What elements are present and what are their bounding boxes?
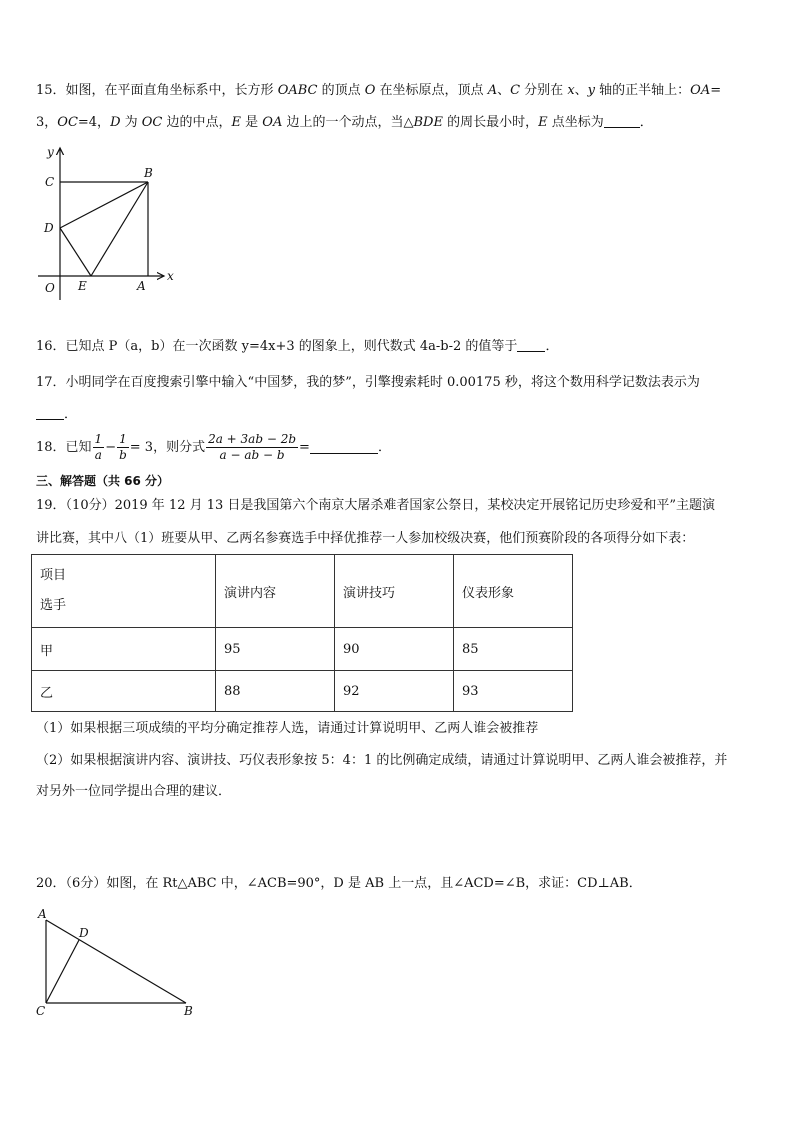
- q19-line1: 19．（10分）2019 年 12 月 13 日是我国第六个南京大屠杀难者国家公祭日，某校决定开展铭记历史珍爱和平”主题演: [36, 498, 716, 513]
- table-cell: 92: [335, 671, 454, 712]
- q18-fraction-2: $\frac{1}{b}$: [119, 432, 127, 462]
- section-heading: 三、解答题（共 66 分）: [36, 474, 170, 488]
- table-cell: 88: [216, 671, 335, 712]
- label-a: A: [38, 907, 47, 921]
- segment-bd: [60, 182, 148, 228]
- q18: 18．已知 $\frac{1}{a}$ − $\frac{1}{b}$ = 3，则分式 $\frac{2a + 3ab - 2b}{a - ab - b}$ = ．: [36, 432, 391, 462]
- segment-eb: [91, 182, 148, 276]
- segment-de: [60, 228, 91, 276]
- label-x: x: [167, 269, 174, 283]
- label-b: B: [144, 166, 153, 180]
- q19-line2: 讲比赛，其中八（1）班要从甲、乙两名参赛选手中择优推荐一人参加校级决赛，他们预赛阶段的各项得分如下表：: [36, 531, 695, 546]
- side-ab: [46, 920, 186, 1003]
- label-d: D: [44, 221, 54, 235]
- table-cell: 95: [216, 628, 335, 671]
- label-c: C: [45, 175, 55, 189]
- label-e: E: [78, 279, 87, 293]
- table-row: [32, 628, 573, 671]
- q18-fraction-3: $\frac{2a + 3ab - 2b}{a - ab - b}$: [208, 432, 297, 462]
- row-name: 甲: [32, 628, 216, 671]
- q17-answer-blank[interactable]: [36, 406, 64, 420]
- q15-figure: [36, 140, 186, 300]
- label-a: A: [137, 279, 146, 293]
- table-row: [32, 671, 573, 712]
- segment-cd: [46, 940, 79, 1003]
- q16: 16．已知点 P（a，b）在一次函数 y=4x+3 的图象上，则代数式 4a-b-2 的值等于 ．: [36, 339, 559, 354]
- q15-line2: 3，OC=4，D 为 OC 边的中点，E 是 OA 边上的一个动点，当△BDE 的周长最小时，E 点坐标为 ．: [36, 115, 653, 130]
- label-y: y: [47, 145, 54, 159]
- table-cell: 93: [454, 671, 573, 712]
- q20: 20．（6分）如图，在 Rt△ABC 中，∠ACB=90°，D 是 AB 上一点，且∠ACD=∠B，求证：CD⊥AB．: [36, 876, 642, 891]
- label-b: B: [184, 1004, 193, 1016]
- label-o: O: [45, 281, 55, 295]
- label-c: C: [36, 1004, 46, 1016]
- q16-answer-blank[interactable]: [517, 338, 545, 352]
- column-header: 演讲技巧: [335, 555, 454, 628]
- row-name: 乙: [32, 671, 216, 712]
- q17: 17．小明同学在百度搜索引擎中输入“中国梦，我的梦”，引擎搜索耗时 0.00175 秒，将这个数用科学记数法表示为: [36, 375, 700, 390]
- q15-answer-blank[interactable]: [604, 114, 640, 128]
- label-d: D: [79, 926, 89, 940]
- q20-figure: [32, 906, 202, 1016]
- q19-part1: （1）如果根据三项成绩的平均分确定推荐人选，请通过计算说明甲、乙两人谁会被推荐: [36, 721, 539, 736]
- table-header-row: [32, 555, 573, 628]
- table-cell: 85: [454, 628, 573, 671]
- column-header: 仪表形象: [454, 555, 573, 628]
- q19-part2-line1: （2）如果根据演讲内容、演讲技、巧仪表形象按 5：4：1 的比例确定成绩，请通过计算说明甲、乙两人谁会被推荐，并: [36, 753, 728, 768]
- column-header: 演讲内容: [216, 555, 335, 628]
- q15-line1: 15．如图，在平面直角坐标系中，长方形 OABC 的顶点 O 在坐标原点，顶点 A、C 分别在 x、y 轴的正半轴上：OA=: [36, 83, 722, 98]
- q17-cont: ．: [36, 406, 77, 424]
- header-player-label: 选手: [40, 598, 67, 613]
- header-corner-cell: [32, 555, 216, 628]
- score-table: [31, 554, 573, 712]
- table-cell: 90: [335, 628, 454, 671]
- q18-fraction-1: $\frac{1}{a}$: [94, 432, 103, 462]
- q19-part2-line2: 对另外一位同学提出合理的建议．: [36, 784, 232, 799]
- header-item-label: 项目: [40, 568, 67, 583]
- q18-answer-blank[interactable]: [310, 440, 378, 454]
